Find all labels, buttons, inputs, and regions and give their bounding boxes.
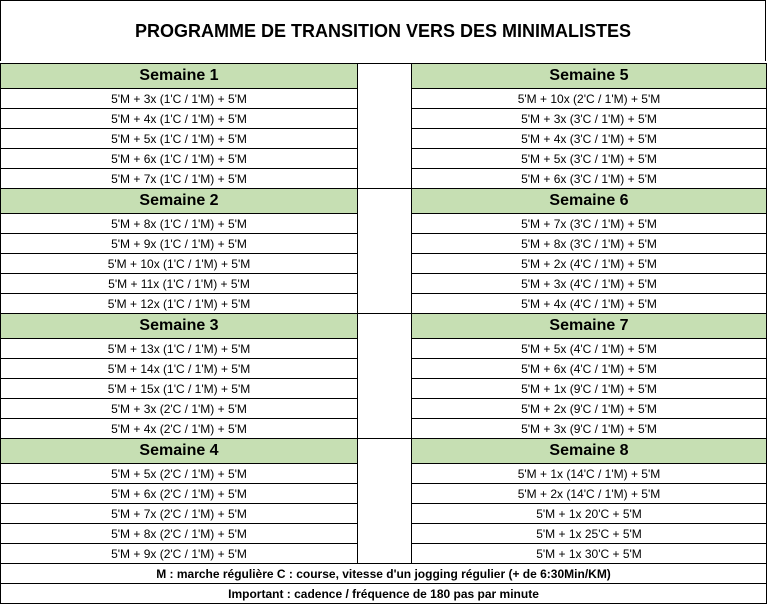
session-cell-left: 5'M + 10x (1'C / 1'M) + 5'M <box>1 254 358 274</box>
session-cell-left: 5'M + 5x (2'C / 1'M) + 5'M <box>1 464 358 484</box>
session-cell-right: 5'M + 3x (3'C / 1'M) + 5'M <box>412 109 767 129</box>
week-header-right: Semaine 6 <box>412 189 767 214</box>
session-cell-left: 5'M + 3x (2'C / 1'M) + 5'M <box>1 399 358 419</box>
week-header-left: Semaine 4 <box>1 439 358 464</box>
session-cell-right: 5'M + 2x (4'C / 1'M) + 5'M <box>412 254 767 274</box>
week-header-left: Semaine 1 <box>1 64 358 89</box>
week-header-row <box>1 439 767 464</box>
session-cell-right: 5'M + 4x (4'C / 1'M) + 5'M <box>412 294 767 314</box>
week-header-row <box>1 314 767 339</box>
session-cell-right: 5'M + 1x (9'C / 1'M) + 5'M <box>412 379 767 399</box>
session-cell-right: 5'M + 1x (14'C / 1'M) + 5'M <box>412 464 767 484</box>
session-cell-left: 5'M + 8x (1'C / 1'M) + 5'M <box>1 214 358 234</box>
spacer-column <box>358 314 412 439</box>
spacer-column <box>358 64 412 189</box>
spacer-column <box>358 439 412 564</box>
session-cell-left: 5'M + 4x (2'C / 1'M) + 5'M <box>1 419 358 439</box>
session-cell-right: 5'M + 3x (9'C / 1'M) + 5'M <box>412 419 767 439</box>
session-cell-right: 5'M + 1x 30'C + 5'M <box>412 544 767 564</box>
session-cell-left: 5'M + 5x (1'C / 1'M) + 5'M <box>1 129 358 149</box>
important-note: Important : cadence / fréquence de 180 pas par minute <box>1 584 767 604</box>
week-header-right: Semaine 8 <box>412 439 767 464</box>
week-header-right: Semaine 5 <box>412 64 767 89</box>
session-cell-right: 5'M + 4x (3'C / 1'M) + 5'M <box>412 129 767 149</box>
session-cell-left: 5'M + 11x (1'C / 1'M) + 5'M <box>1 274 358 294</box>
week-header-left: Semaine 2 <box>1 189 358 214</box>
session-cell-left: 5'M + 7x (1'C / 1'M) + 5'M <box>1 169 358 189</box>
session-cell-right: 5'M + 2x (9'C / 1'M) + 5'M <box>412 399 767 419</box>
legend-note-row <box>1 564 767 584</box>
session-cell-left: 5'M + 12x (1'C / 1'M) + 5'M <box>1 294 358 314</box>
week-header-row <box>1 64 767 89</box>
session-cell-right: 5'M + 6x (3'C / 1'M) + 5'M <box>412 169 767 189</box>
spacer-column <box>358 189 412 314</box>
session-cell-left: 5'M + 13x (1'C / 1'M) + 5'M <box>1 339 358 359</box>
session-cell-right: 5'M + 1x 25'C + 5'M <box>412 524 767 544</box>
program-table <box>0 63 767 604</box>
session-cell-left: 5'M + 8x (2'C / 1'M) + 5'M <box>1 524 358 544</box>
week-header-right: Semaine 7 <box>412 314 767 339</box>
session-cell-left: 5'M + 6x (1'C / 1'M) + 5'M <box>1 149 358 169</box>
session-cell-right: 5'M + 6x (4'C / 1'M) + 5'M <box>412 359 767 379</box>
session-cell-right: 5'M + 7x (3'C / 1'M) + 5'M <box>412 214 767 234</box>
session-cell-right: 5'M + 5x (4'C / 1'M) + 5'M <box>412 339 767 359</box>
session-cell-right: 5'M + 1x 20'C + 5'M <box>412 504 767 524</box>
session-cell-right: 5'M + 3x (4'C / 1'M) + 5'M <box>412 274 767 294</box>
week-header-left: Semaine 3 <box>1 314 358 339</box>
session-cell-left: 5'M + 7x (2'C / 1'M) + 5'M <box>1 504 358 524</box>
session-cell-left: 5'M + 9x (1'C / 1'M) + 5'M <box>1 234 358 254</box>
session-cell-left: 5'M + 6x (2'C / 1'M) + 5'M <box>1 484 358 504</box>
session-cell-left: 5'M + 9x (2'C / 1'M) + 5'M <box>1 544 358 564</box>
session-cell-left: 5'M + 14x (1'C / 1'M) + 5'M <box>1 359 358 379</box>
session-cell-right: 5'M + 2x (14'C / 1'M) + 5'M <box>412 484 767 504</box>
session-cell-left: 5'M + 15x (1'C / 1'M) + 5'M <box>1 379 358 399</box>
important-note-row <box>1 584 767 604</box>
session-cell-left: 5'M + 4x (1'C / 1'M) + 5'M <box>1 109 358 129</box>
week-header-row <box>1 189 767 214</box>
session-cell-right: 5'M + 10x (2'C / 1'M) + 5'M <box>412 89 767 109</box>
session-cell-right: 5'M + 5x (3'C / 1'M) + 5'M <box>412 149 767 169</box>
session-cell-right: 5'M + 8x (3'C / 1'M) + 5'M <box>412 234 767 254</box>
page-title: PROGRAMME DE TRANSITION VERS DES MINIMALISTES <box>0 0 766 61</box>
session-cell-left: 5'M + 3x (1'C / 1'M) + 5'M <box>1 89 358 109</box>
legend-note: M : marche régulière C : course, vitesse d'un jogging régulier (+ de 6:30Min/KM) <box>1 564 767 584</box>
